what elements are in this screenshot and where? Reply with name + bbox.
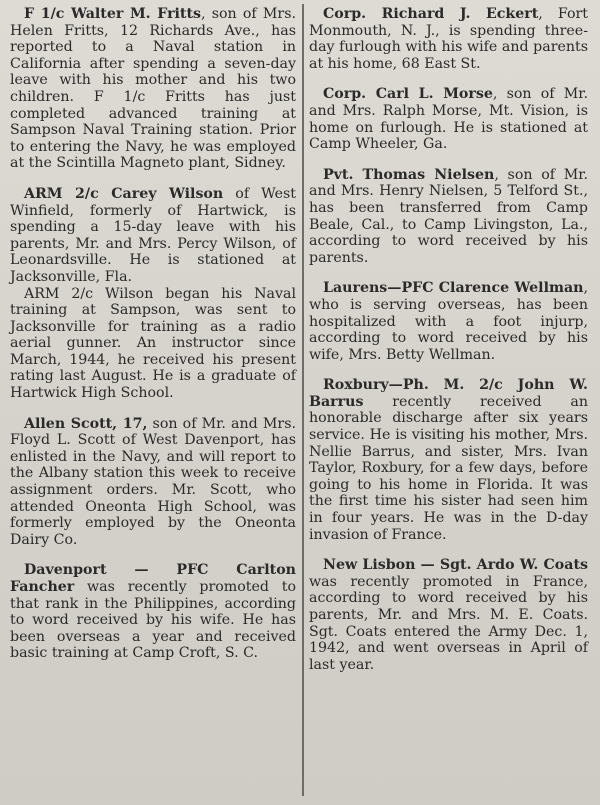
news-item [309,167,588,267]
news-item [309,280,588,363]
item-name: Roxbury—Ph. M. 2/c John W. Barrus [309,377,588,410]
item-text: , son of Mrs. Helen Fritts, 12 Richards Ave., has reported to a Naval station in California after spending a seven-day leave with his mother and his two children. F 1/c Fritts has just completed advanced training at Sampson Naval Training station. Prior to entering the Navy, he was employed at the Scintilla Magneto plant, Sidney. [10,6,296,172]
news-item [10,6,296,172]
news-item [309,557,588,673]
item-text: of West Winfield, formerly of Hartwick, is spending a 15-day leave with his parents, Mr. and Mrs. Percy Wilson, of Leonardsville. He is stationed at Jacksonville, Fla. [10,185,296,285]
item-text: , son of Mr. and Mrs. Ralph Morse, Mt. Vision, is home on furlough. He is stationed at Camp Wheeler, Ga. [309,86,588,153]
item-text: recently received an honorable discharge after six years service. He is visiting his mother, Mrs. Nellie Barrus, and sister, Mrs. Ivan Taylor, Roxbury, for a few days, before going to his home in Florida. It was the first time his sister had seen him in four years. He was in the D-day invasion of France. [309,393,588,543]
item-name: Pvt. Thomas Nielsen [323,166,495,183]
left-column [10,6,296,676]
right-column [309,6,588,687]
news-item [309,377,588,543]
item-name: Davenport — PFC Carlton Fancher [10,562,296,595]
news-item [10,416,296,549]
item-name: F 1/c Walter M. Fritts [24,6,202,22]
news-item [309,86,588,152]
news-item [10,186,296,402]
news-item [10,562,296,662]
item-name: Allen Scott, 17, [24,415,148,432]
item-text: , Fort Monmouth, N. J., is spending three-day furlough with his wife and parents at his home, 68 East St. [309,6,588,72]
item-name: New Lisbon — Sgt. Ardo W. Coats [323,557,588,574]
item-name: Corp. Richard J. Eckert [323,6,539,22]
item-text: was recently promoted in France, according to word received by his parents, Mr. and Mrs. M. E. Coats. Sgt. Coats entered the Army Dec. 1, 1942, and went overseas in April of last year. [309,573,588,673]
item-text: , son of Mr. and Mrs. Henry Nielsen, 5 Telford St., has been transferred from Camp Beale, Cal., to Camp Livingston, La., according to word received by his parents. [309,166,588,266]
item-text: son of Mr. and Mrs. Floyd L. Scott of West Davenport, has enlisted in the Navy, and will report to the Albany station this week to receive assignment orders. Mr. Scott, who attended Oneonta High School, was formerly employed by the Oneonta Dairy Co. [10,415,296,548]
item-name: ARM 2/c Carey Wilson [24,185,224,202]
column-divider [302,4,304,796]
item-text: ARM 2/c Wilson began his Naval training at Sampson, was sent to Jacksonville for training as a radio aerial gunner. An instructor since March, 1944, he received his present rating last August. He is a graduate of Hartwick High School. [10,285,296,402]
item-name: Corp. Carl L. Morse [323,86,493,103]
item-text: was recently promoted to that rank in the Philippines, according to word received by his wife. He has been overseas a year and received basic training at Camp Croft, S. C. [10,579,296,662]
item-name: Laurens—PFC Clarence Wellman [323,280,584,297]
news-item [309,6,588,72]
item-text: , who is serving overseas, has been hospitalized with a foot injurp, according to word received by his wife, Mrs. Betty Wellman. [309,280,588,363]
